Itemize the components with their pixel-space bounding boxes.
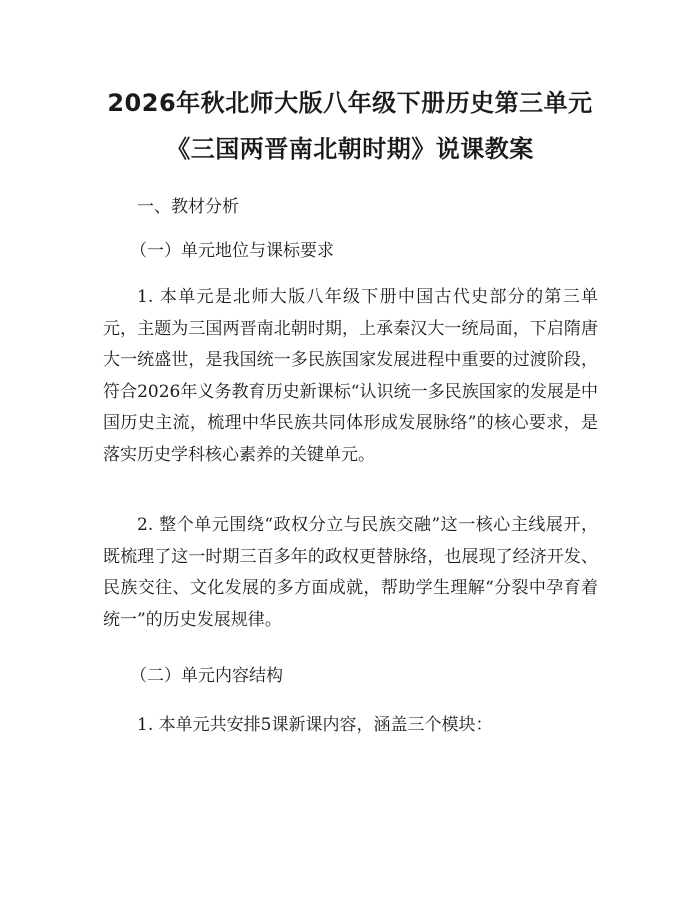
paragraph-unit-position: 1. 本单元是北师大版八年级下册中国古代史部分的第三单元，主题为三国两晋南北朝时期，上承秦汉大一统局面，下启隋唐大一统盛世，是我国统一多民族国家发展进程中重要的过渡阶段，符合2026年义务教育历史新课标“认识统一多民族国家的发展是中国历史主流，梳理中华民族共同体形成发展脉络”的核心要求，是落实历史学科核心素养的关键单元。 [103,287,598,465]
document-title-line-1: 2026年秋北师大版八年级下册历史第三单元 [107,89,593,117]
subsection-heading-unit-position: （一）单元地位与课标要求 [130,241,334,261]
paragraph-unit-structure: 1. 本单元共安排5课新课内容，涵盖三个模块： [137,715,493,735]
paragraph-unit-mainline: 2. 整个单元围绕“政权分立与民族交融”这一核心主线展开，既梳理了这一时期三百多年的政权更替脉络，也展现了经济开发、民族交往、文化发展的多方面成就，帮助学生理解“分裂中孕育着统一”的历史发展规律。 [103,515,598,630]
section-heading-materials-analysis: 一、教材分析 [137,197,239,217]
subsection-heading-unit-structure: （二）单元内容结构 [130,666,283,686]
document-title-line-2: 《三国两晋南北朝时期》说课教案 [166,135,534,163]
